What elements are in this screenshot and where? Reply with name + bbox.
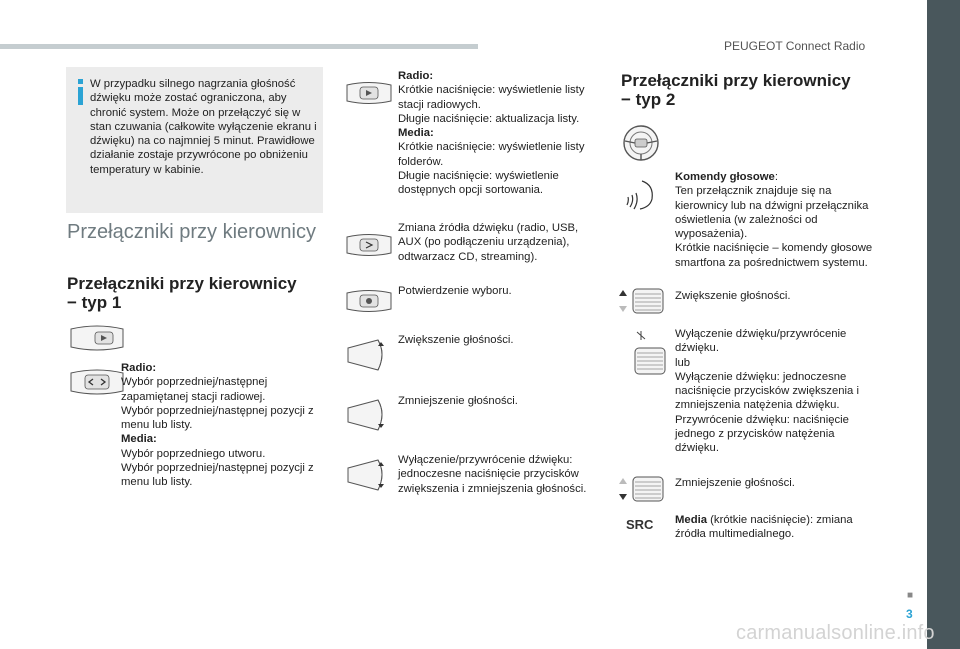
steering-switch-icon [344, 80, 394, 106]
type2-title: Przełączniki przy kierownicy − typ 2 [621, 71, 851, 109]
info-text: W przypadku silnego nagrzania głośność dźwięku może zostać ograniczona, aby chronić system. Może on przełączyć się w stan czuwania (całkowite wyłączenie ekranu i dźwięku) na co najmniej 5 minut. Prawidłowe działanie zostaje przywrócone po obniżeniu temperatury w kabinie. [90, 78, 317, 176]
steering-switch-icon [67, 367, 127, 397]
voice-command-icon [624, 177, 662, 213]
src-label: SRC [626, 517, 654, 532]
col2-item-volume-down: Zmniejszenie głośności. [398, 395, 518, 407]
col2-item-confirm: Potwierdzenie wyboru. [398, 285, 512, 297]
col2-item-source: Zmiana źródła dźwięku (radio, USB, AUX (po podłączeniu urządzenia), odtwarzacz CD, streaming). [398, 222, 579, 263]
col2-item-mute: Wyłączenie/przywrócenie dźwięku: jednoczesne naciśnięcie przycisków zwiększenia i zmniejszenia głośności. [398, 454, 587, 495]
steering-switch-icon [344, 288, 394, 314]
steering-switch-icon [67, 323, 127, 353]
volume-roller-icon [619, 476, 665, 502]
page-mark: ■ [907, 590, 914, 601]
steering-switch-icon [344, 232, 394, 258]
type2-item-voice: Komendy głosowe: Ten przełącznik znajduje się na kierownicy lub na dźwigni przełącznika oświetlenia (w zależności od wyposażenia). Krótkie naciśnięcie – komendy głosowe smartfona za pośrednictwem systemu. [675, 171, 873, 269]
header-bar [0, 44, 478, 49]
type2-item-media: Media (krótkie naciśnięcie): zmiana źródła multimedialnego. [675, 514, 853, 541]
type1-title: Przełączniki przy kierownicy − typ 1 [67, 274, 297, 312]
volume-roller-icon [619, 288, 665, 314]
info-icon [76, 79, 86, 105]
stalk-icon [344, 454, 390, 496]
type2-item-volume-down: Zmniejszenie głośności. [675, 477, 795, 489]
stalk-icon [344, 394, 390, 436]
stalk-icon [344, 334, 390, 376]
page-number: 3 [906, 607, 913, 621]
section-title: Przełączniki przy kierownicy [67, 221, 316, 243]
col2-item-volume-up: Zwiększenie głośności. [398, 334, 514, 346]
col2-item-radio-media: Radio: Krótkie naciśnięcie: wyświetlenie listy stacji radiowych. Długie naciśnięcie: aktualizacja listy. Media: Krótkie naciśnięcie: wyświetlenie listy folderów. Długie naciśnięcie: wyświetlenie dostępnych opcji sortowania. [398, 70, 585, 197]
steering-wheel-icon [621, 123, 661, 163]
watermark: carmanualsonline.info [736, 622, 935, 644]
side-strip [927, 0, 960, 649]
info-box [66, 67, 323, 213]
type2-item-volume-up: Zwiększenie głośności. [675, 290, 791, 302]
header-title: PEUGEOT Connect Radio [724, 39, 866, 53]
type1-item-radio: Radio: Wybór poprzedniej/następnej zapamiętanej stacji radiowej. Wybór poprzedniej/następnej pozycji z menu lub listy. Media: Wybór poprzedniego utworu. Wybór poprzedniej/następnej pozycji z menu lub listy. [121, 362, 314, 489]
mute-icon [621, 328, 667, 376]
type2-item-mute: Wyłączenie dźwięku/przywrócenie dźwięku. lub Wyłączenie dźwięku: jednoczesne naciśnięcie przycisków zwiększenia i zmniejszenia natężenia dźwięku. Przywrócenie dźwięku: naciśnięcie jednego z przycisków natężenia dźwięku. [675, 328, 859, 455]
